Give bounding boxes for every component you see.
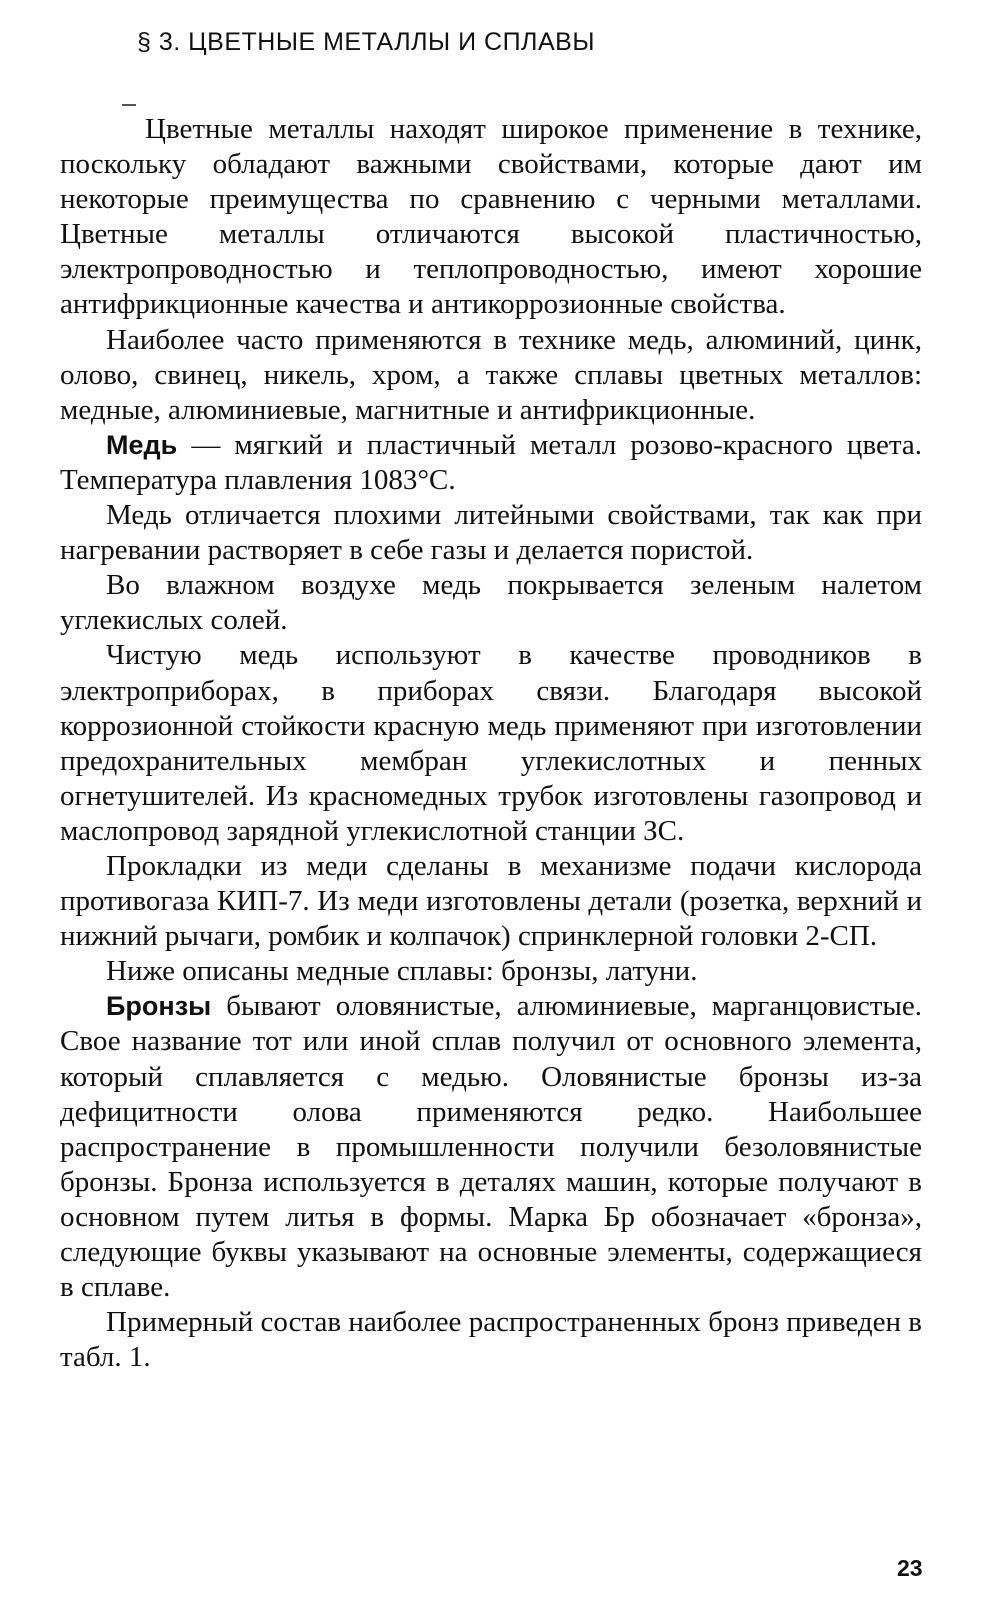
section-heading: § 3. ЦВЕТНЫЕ МЕТАЛЛЫ И СПЛАВЫ — [137, 28, 595, 56]
paragraph-common-metals: Наиболее часто применяются в технике медь, алюминий, цинк, олово, свинец, никель, хром, а также сплавы цветных металлов: медные, алюминиевые, магнитные и антифрикционные. — [60, 323, 922, 426]
paragraph-copper-text: — мягкий и пластичный металл розово-красного цвета. Температура плавления 1083°С. — [60, 428, 922, 496]
paragraph-copper-gaskets: Прокладки из меди сделаны в механизме подачи кислорода противогаза КИП-7. Из меди изготовлены детали (розетка, верхний и нижний рычаги, ромбик и колпачок) спринклерной головки 2-СП. — [60, 849, 922, 953]
decorative-dash — [122, 104, 136, 106]
page-number: 23 — [897, 1555, 923, 1581]
paragraph-bronze-text: бывают оловянистые, алюминиевые, марганцовистые. Свое название тот или иной сплав получил от основного элемента, который сплавляется с медью. Оловянистые бронзы из-за дефицитности олова применяются редко. Наибольшее распространение в промышленности получили безоловянистые бронзы. Бронза используется в деталях машин, которые получают в основном путем литья в формы. Марка Бр обозначает «бронза», следующие буквы указывают на основные элементы, содержащиеся в сплаве. — [60, 990, 922, 1304]
paragraph-table-reference: Примерный состав наиболее распространенных бронз приведен в табл. 1. — [60, 1306, 922, 1374]
paragraph-copper-alloys: Ниже описаны медные сплавы: бронзы, латуни. — [106, 955, 698, 988]
paragraph-intro: Цветные металлы находят широкое применение в технике, поскольку обладают важными свойствами, которые дают им некоторые преимущества по сравнению с черными металлами. Цветные металлы отличаются высокой пластичностью, электропроводностью и теплопроводностью, имеют хорошие антифрикционные качества и антикоррозионные свойства. — [60, 113, 922, 321]
paragraph-copper-uses: Чистую медь используют в качестве проводников в электроприборах, в приборах связи. Благодаря высокой коррозионной стойкости красную медь применяют при изготовлении предохранительных мембран углекислотных и пенных огнетушителей. Из красномедных трубок изготовлены газопровод и маслопровод зарядной углекислотной станции ЗС. — [60, 639, 922, 847]
paragraph-bronze — [60, 989, 922, 1305]
paragraph-copper — [60, 428, 922, 498]
body-text — [60, 112, 922, 1375]
paragraph-copper-casting: Медь отличается плохими литейными свойствами, так как при нагревании растворяет в себе газы и делается пористой. — [60, 499, 922, 567]
term-copper: Медь — [106, 429, 178, 460]
term-bronze: Бронзы — [106, 991, 212, 1022]
paragraph-copper-patina: Во влажном воздухе медь покрывается зеленым налетом углекислых солей. — [60, 569, 922, 637]
